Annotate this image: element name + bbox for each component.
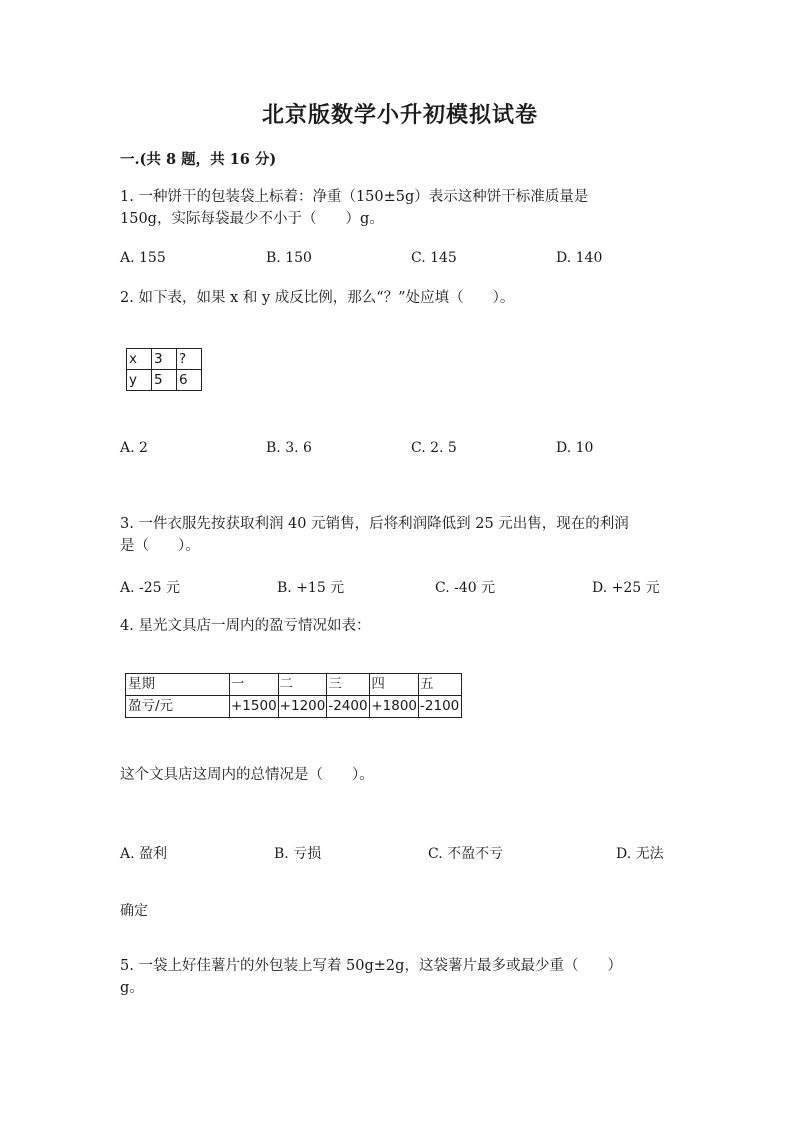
q2-option-b: B. 3. 6	[266, 440, 312, 456]
q4-option-d: D. 无法	[616, 846, 664, 862]
q3-option-a: A. -25 元	[120, 580, 181, 596]
table-cell: 5	[152, 370, 177, 391]
question-1-line-1: 1. 一种饼干的包装袋上标着：净重（150±5g）表示这种饼干标准质量是	[120, 189, 589, 205]
q3-option-c: C. -40 元	[435, 580, 496, 596]
q2-option-a: A. 2	[120, 440, 148, 456]
question-4-prompt: 这个文具店这周内的总情况是（ ）。	[120, 767, 374, 783]
question-1	[120, 186, 588, 230]
table-row	[126, 674, 462, 696]
q3-option-b: B. +15 元	[277, 580, 345, 596]
question-3-line-1: 3. 一件衣服先按获取利润 40 元销售，后将利润降低到 25 元出售，现在的利润	[120, 516, 629, 532]
page-title: 北京版数学小升初模拟试卷	[261, 102, 538, 128]
table-cell: 盈亏/元	[126, 696, 230, 718]
q4-option-a: A. 盈利	[120, 846, 168, 862]
q4-option-c: C. 不盈不亏	[428, 846, 504, 862]
q1-option-c: C. 145	[411, 250, 457, 266]
q4-option-d-wrap: 确定	[120, 903, 148, 919]
question-4	[120, 615, 370, 637]
table-row	[127, 349, 202, 370]
table-cell: ?	[177, 349, 202, 370]
table-row	[127, 370, 202, 391]
table-header-cell: 一	[230, 674, 279, 696]
question-3	[120, 513, 629, 557]
question-2	[120, 287, 514, 309]
profit-loss-table	[125, 673, 462, 718]
table-row	[126, 696, 462, 718]
table-cell: +1200	[278, 696, 327, 718]
q3-option-d: D. +25 元	[592, 580, 660, 596]
table-header-cell: 四	[370, 674, 419, 696]
table-cell: +1800	[370, 696, 419, 718]
table-header-cell: 星期	[126, 674, 230, 696]
q1-option-d: D. 140	[556, 250, 603, 266]
table-cell: x	[127, 349, 152, 370]
table-header-cell: 二	[278, 674, 327, 696]
section-header: 一.(共 8 题，共 16 分)	[120, 151, 277, 168]
table-header-cell: 五	[419, 674, 462, 696]
question-4-line-1: 4. 星光文具店一周内的盈亏情况如表：	[120, 618, 371, 634]
q2-option-d: D. 10	[556, 440, 594, 456]
table-cell: +1500	[230, 696, 279, 718]
q2-option-c: C. 2. 5	[411, 440, 457, 456]
question-5	[120, 955, 622, 999]
question-3-line-2: 是（ ）。	[120, 538, 200, 554]
table-header-cell: 三	[327, 674, 370, 696]
xy-table	[126, 348, 202, 391]
table-cell: y	[127, 370, 152, 391]
q1-option-b: B. 150	[266, 250, 312, 266]
question-1-line-2: 150g，实际每袋最少不小于（ ）g。	[120, 211, 384, 227]
question-5-line-2: g。	[120, 980, 144, 996]
table-cell: 6	[177, 370, 202, 391]
question-2-line-1: 2. 如下表，如果 x 和 y 成反比例，那么“？”处应填（ ）。	[120, 290, 515, 306]
q1-option-a: A. 155	[120, 250, 166, 266]
question-5-line-1: 5. 一袋上好佳薯片的外包装上写着 50g±2g，这袋薯片最多或最少重（ ）	[120, 958, 622, 974]
table-cell: -2100	[419, 696, 462, 718]
q4-option-b: B. 亏损	[274, 846, 322, 862]
table-cell: -2400	[327, 696, 370, 718]
table-cell: 3	[152, 349, 177, 370]
